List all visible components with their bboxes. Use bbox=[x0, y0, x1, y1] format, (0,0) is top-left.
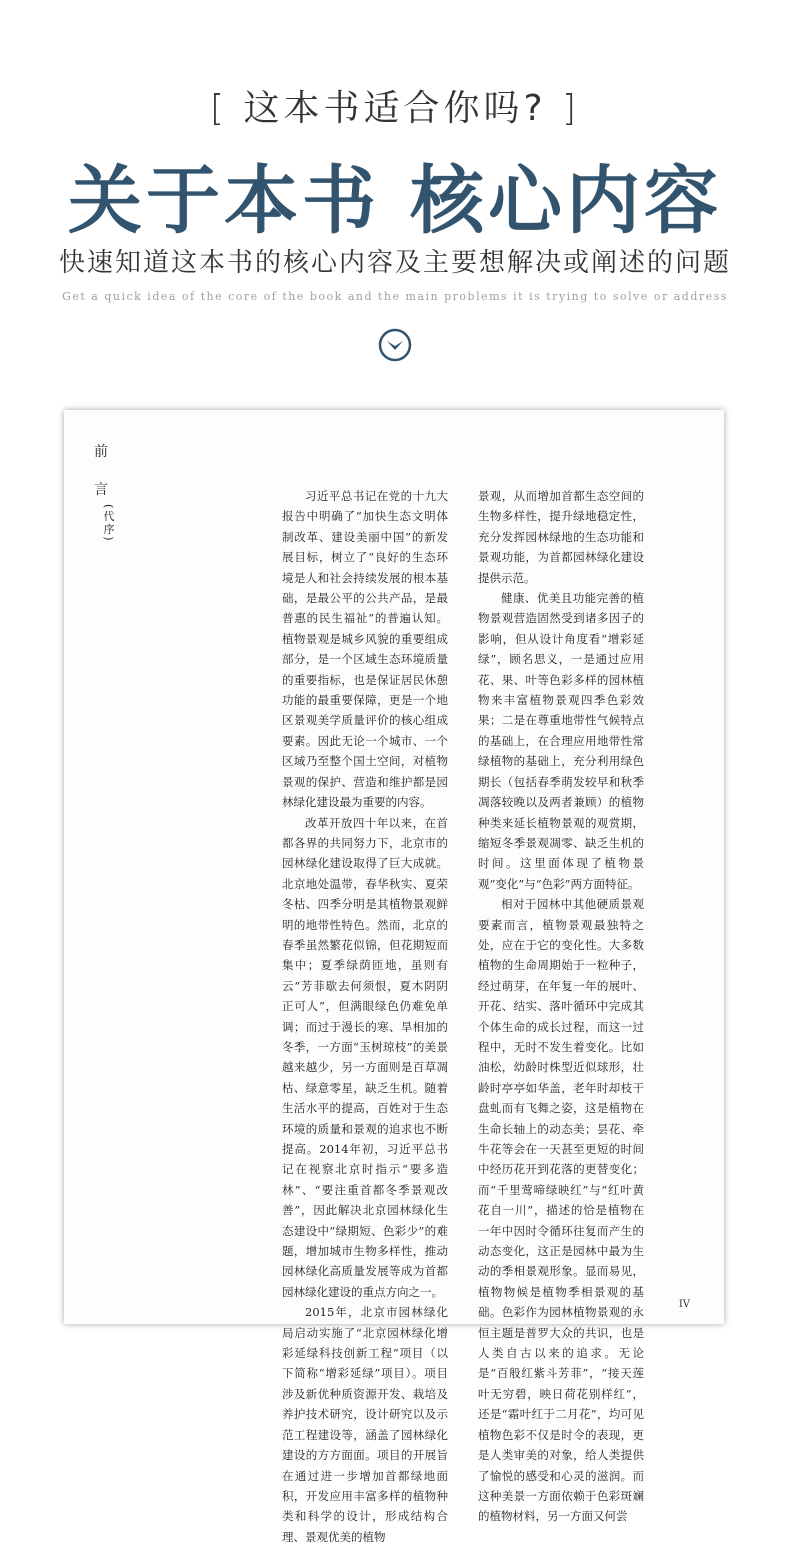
preface-heading bbox=[94, 442, 118, 543]
chevron-down-circle-icon[interactable] bbox=[378, 328, 412, 362]
page-number: IV bbox=[678, 1299, 690, 1310]
paragraph: 健康、优美且功能完善的植物景观营造固然受到诸多因子的影响，但从设计角度看“增彩延绿”，顾名思义，一是通过应用花、果、叶等色彩多样的园林植物来丰富植物景观四季色彩效果；二是在尊重地带性气候特点的基础上，在合理应用地带性常绿植物的基础上，充分利用绿色期长（包括春季萌发较早和秋季凋落较晚以及两者兼顾）的植物种类来延长植物景观的观赏期，缩短冬季景观凋零、缺乏生机的时间。这里面体现了植物景观“变化”与“色彩”两方面特征。 bbox=[478, 591, 644, 891]
text-column-right bbox=[478, 486, 644, 1527]
heading-char-1: 前 bbox=[94, 444, 108, 460]
paragraph: 改革开放四十年以来，在首都各界的共同努力下，北京市的园林绿化建设取得了巨大成就。北京地处温带，春华秋实、夏荣冬枯、四季分明是其植物景观鲜明的地带性特色。然而，北京的春季虽然繁花似锦，但花期短而集中；夏季绿荫匝地，虽则有云“芳菲歇去何须恨，夏木阴阴正可人”，但满眼绿色仍难免单调；而过于漫长的寒、旱相加的冬季，一方面“玉树琼枝”的美景越来越少，另一方面则是百草凋枯、绿意零星，缺乏生机。随着生活水平的提高，百姓对于生态环境的质量和景观的追求也不断提高。2014年初，习近平总书记在视察北京时指示“要多造林”、“要注重首都冬季景观改善”，因此解决北京园林绿化生态建设中“绿期短、色彩少”的难题，增加城市生物多样性，推动园林绿化高质量发展等成为首都园林绿化建设的重点方向之一。 bbox=[282, 815, 448, 1299]
heading-subtitle: (代序) bbox=[102, 504, 115, 543]
bracket-close: ] bbox=[562, 88, 581, 129]
paragraph: 景观，从而增加首都生态空间的生物多样性，提升绿地稳定性，充分发挥园林绿地的生态功能和景观功能，为首都园林绿化建设提供示范。 bbox=[478, 489, 644, 585]
paragraph: 习近平总书记在党的十九大报告中明确了“加快生态文明体制改革、建设美丽中国”的新发展目标，树立了“良好的生态环境是人和社会持续发展的根本基础，是最公平的公共产品，是最普惠的民生福祉”的普遍认知。植物景观是城乡风貌的重要组成部分，是一个区域生态环境质量的重要指标，也是保证居民休憩功能的最重要保障，更是一个地区景观美学质量评价的核心组成要素。因此无论一个城市、一个区域乃至整个国土空间，对植物景观的保护、营造和维护都是园林绿化建设最为重要的内容。 bbox=[282, 489, 448, 810]
paragraph: 相对于园林中其他硬质景观要素而言，植物景观最独特之处，应在于它的变化性。大多数植物的生命周期始于一粒种子，经过萌芽，在年复一年的展叶、开花、结实、落叶循环中完成其个体生命的成长过程，而这一过程中，无时不发生着变化。比如油松，幼龄时株型近似球形，壮龄时亭亭如华盖，老年时却枝干盘虬而有飞舞之姿，这是植物在生命长轴上的动态美；昙花、牵牛花等会在一天甚至更短的时间中经历花开到花落的更替变化；而“千里莺啼绿映红”与“红叶黄花自一川”，描述的恰是植物在一年中因时令循环往复而产生的动态变化，这正是园林中最为生动的季相景观形象。显而易见，植物物候是植物季相景观的基础。色彩作为园林植物景观的永恒主题是普罗大众的共识，也是人类自古以来的追求。无论是“百般红紫斗芳菲”，“接天莲叶无穷碧，映日荷花别样红”，还是“霜叶红于二月花”，均可见植物色彩不仅是时令的表现，更是人类审美的对象，给人类提供了愉悦的感受和心灵的滋润。而这种美景一方面依赖于色彩斑斓的植物材料，另一方面又何尝 bbox=[478, 897, 644, 1524]
text-column-left bbox=[282, 486, 448, 1547]
header-tagline bbox=[0, 80, 790, 131]
page-title bbox=[0, 142, 790, 248]
title-part-about-book: 关于本书 bbox=[68, 158, 380, 244]
tagline-text: 这本书适合你吗? bbox=[243, 88, 547, 129]
subtitle-chinese: 快速知道这本书的核心内容及主要想解决或阐述的问题 bbox=[58, 248, 731, 278]
subtitle-english: Get a quick idea of the core of the book and the main problems it is trying to solve or address bbox=[62, 290, 728, 303]
book-page bbox=[64, 410, 724, 1544]
bracket-open: [ bbox=[209, 88, 228, 129]
heading-char-2: 言 bbox=[94, 482, 108, 498]
paragraph: 2015年，北京市园林绿化局启动实施了“北京园林绿化增彩延绿科技创新工程”项目（以下简称“增彩延绿”项目）。项目涉及新优种质资源开发、栽培及养护技术研究，设计研究以及示范工程建设等，涵盖了园林绿化建设的方方面面。项目的开展旨在通过进一步增加首都绿地面积，开发应用丰富多样的植物种类和科学的设计，形成结构合理、景观优美的植物 bbox=[282, 1305, 448, 1544]
title-part-core-content: 核心内容 bbox=[410, 158, 722, 244]
